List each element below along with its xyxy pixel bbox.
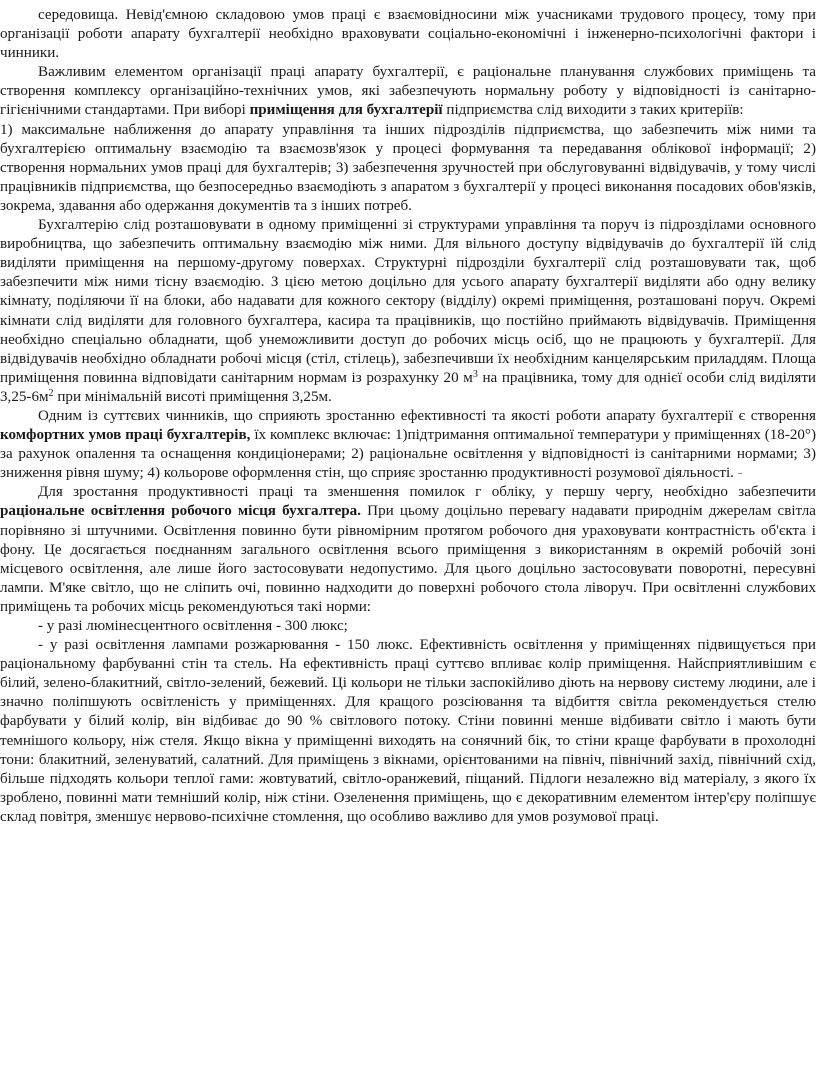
list-item-text: - у разі люмінесцентного освітлення - 300 люкс; (38, 618, 348, 634)
bold-term: раціональне освітлення робочого місця бухгалтера. (0, 503, 362, 520)
paragraph-text: При цьому доцільно перевагу надавати природнім джерелам світла порівняно зі штучними. Освітлення повинно бути рівномірним протягом робочого дня ураховувати контрастність об'єкта і фону. Це досягається поєднанням загального освітлення всього приміщення з використанням в окремій робочій зоні місцевого освітлення, але лише його застосовувати недопустимо. Для цього доцільно застосовувати поворотні, пересувні лампи. М'яке світло, що не сліпить очі, повинно надходити до поверхні робочого стола ліворуч. При освітленні службових приміщень та робочих місць рекомендуються такі норми: (0, 503, 816, 615)
superscript: 2 (48, 387, 54, 399)
paragraph-text: при мінімальній висоті приміщення 3,25м. (53, 388, 332, 405)
list-item (0, 617, 816, 636)
paragraph-location (0, 216, 816, 407)
paragraph-continuation (0, 6, 816, 63)
list-item (0, 636, 816, 827)
paragraph-text: на працівника, тому для однієї особи слід виділяти 3,25-6м (0, 369, 816, 405)
paragraph-text: їх комплекс включає: 1)підтримання оптимальної температури у приміщеннях (18-20°) за рахунок опалення та оснащення кондиціонерами; 2) раціональне освітлення у відповідності із санітарними нормами; 3) зниження рівня шуму; 4) кольорове оформлення стін, що сприяє зростанню продуктивності розумової діяльності. (0, 427, 816, 482)
paragraph-text: підприємства слід виходити з таких критеріїв: (442, 102, 744, 119)
paragraph-text: Для зростання продуктивності праці та зменшення помилок г обліку, у першу чергу, необхідно забезпечити (38, 484, 816, 501)
paragraph-text: 1) максимальне наближення до апарату управління та інших підрозділів підприємства, що забезпечить між ними та бухгалтерією оптимальну взаємодію та взаємозв'язок у процесі формування та передавання облікової інформації; 2) створення нормальних умов праці для бухгалтерів; 3) забезпечення зручностей при обслуговуванні відвідувачів, у тому числі працівників підприємства, що безпосередньо взаємодіють з апаратом з бухгалтерії у процесі виконання посадових обов'язків, зокрема, здавання або одержання документів та з інших потреб. (0, 121, 816, 214)
bold-term: приміщення для бухгалтерії (249, 102, 443, 119)
paragraph-text: Одним із суттєвих чинників, що сприяють зростанню ефективності та якості роботи апарату бухгалтерії є створення (38, 407, 816, 424)
list-item-text: - у разі освітлення лампами розжарювання - 150 люкс. Ефективність освітлення у приміщеннях підвищується при раціональному фарбуванні стін та стель. На ефективність праці суттєво впливає колір приміщення. Найсприятливішим є білий, зелено-блакитний, світло-зелений, бежевий. Ці кольори не тільки заспокійливо діють на нервову систему людини, але і значно поліпшують освітленість у приміщеннях. Для кращого розсіювання та відбиття світла рекомендується стелю фарбувати у білий колір, він відбиває до 90 % світлового потоку. Стіни повинні менше відбивати світло і мають бути темнішого кольору, ніж стеля. Якщо вікна у приміщенні виходять на сонячний бік, то стіни краще фарбувати в прохолодні тони: блакитний, зеленуватий, салатний. Для приміщень з вікнами, орієнтованими на північ, північний захід, північний схід, більше підходять кольори теплої гами: жовтуватий, світло-оранжевий, піщаний. Підлоги незалежно від матеріалу, з якого їх зроблено, повинні мати темніший колір, ніж стіни. Озеленення приміщень, що є декоративним елементом інтер'єру поліпшує склад повітря, зменшує нервово-психічне стомлення, що особливо важливо для умов розумової праці. (0, 637, 816, 825)
stray-mark: - (733, 465, 743, 482)
paragraph-text: Важливим елементом організації праці апарату бухгалтерії, є раціональне планування службових приміщень та створення комплексу організаційно-технічних умов, які забезпечують нормальну роботу у відповідності із санітарно-гігієнічними стандартами. При виборі (0, 64, 816, 119)
paragraph-premises-planning (0, 63, 816, 120)
paragraph-criteria (0, 121, 816, 216)
paragraph-lighting (0, 483, 816, 617)
paragraph-text: середовища. Невід'ємною складовою умов праці є взаємовідносини між учасниками трудового процесу, тому при організації роботи апарату бухгалтерії необхідно враховувати соціально-економічні і інженерно-психологічні фактори і чинники. (0, 7, 816, 62)
paragraph-text: Бухгалтерію слід розташовувати в одному приміщенні зі структурами управління та поруч із підрозділами основного виробництва, що забезпечить оптимальну взаємодію між ними. Для вільного доступу відвідувачів до бухгалтерії їй слід виділяти приміщення на першому-другому поверхах. Структурні підрозділи бухгалтерії слід розташовувати так, щоб забезпечити між ними тісну взаємодію. З цією метою доцільно для усього апарату бухгалтерії виділяти або одну велику кімнату, поділяючи її на блоки, або надавати для кожного сектору (відділу) окремі приміщення, розташовані поруч. Окремі кімнати слід виділяти для головного бухгалтера, касира та працівників, що постійно приймають відвідувачів. Приміщення необхідно спеціально обладнати, щоб унеможливити доступ до робочих місць осіб, що не працюють у бухгалтерії. Для відвідувачів необхідно обладнати робочі місця (стіл, стілець), забезпечивши їх необхідним канцелярським приладдям. Площа приміщення повинна відповідати санітарним нормам із розрахунку 20 м (0, 217, 816, 386)
superscript: 3 (472, 368, 478, 380)
bold-term: комфортних умов праці бухгалтерів, (0, 427, 251, 444)
paragraph-comfort (0, 407, 816, 483)
